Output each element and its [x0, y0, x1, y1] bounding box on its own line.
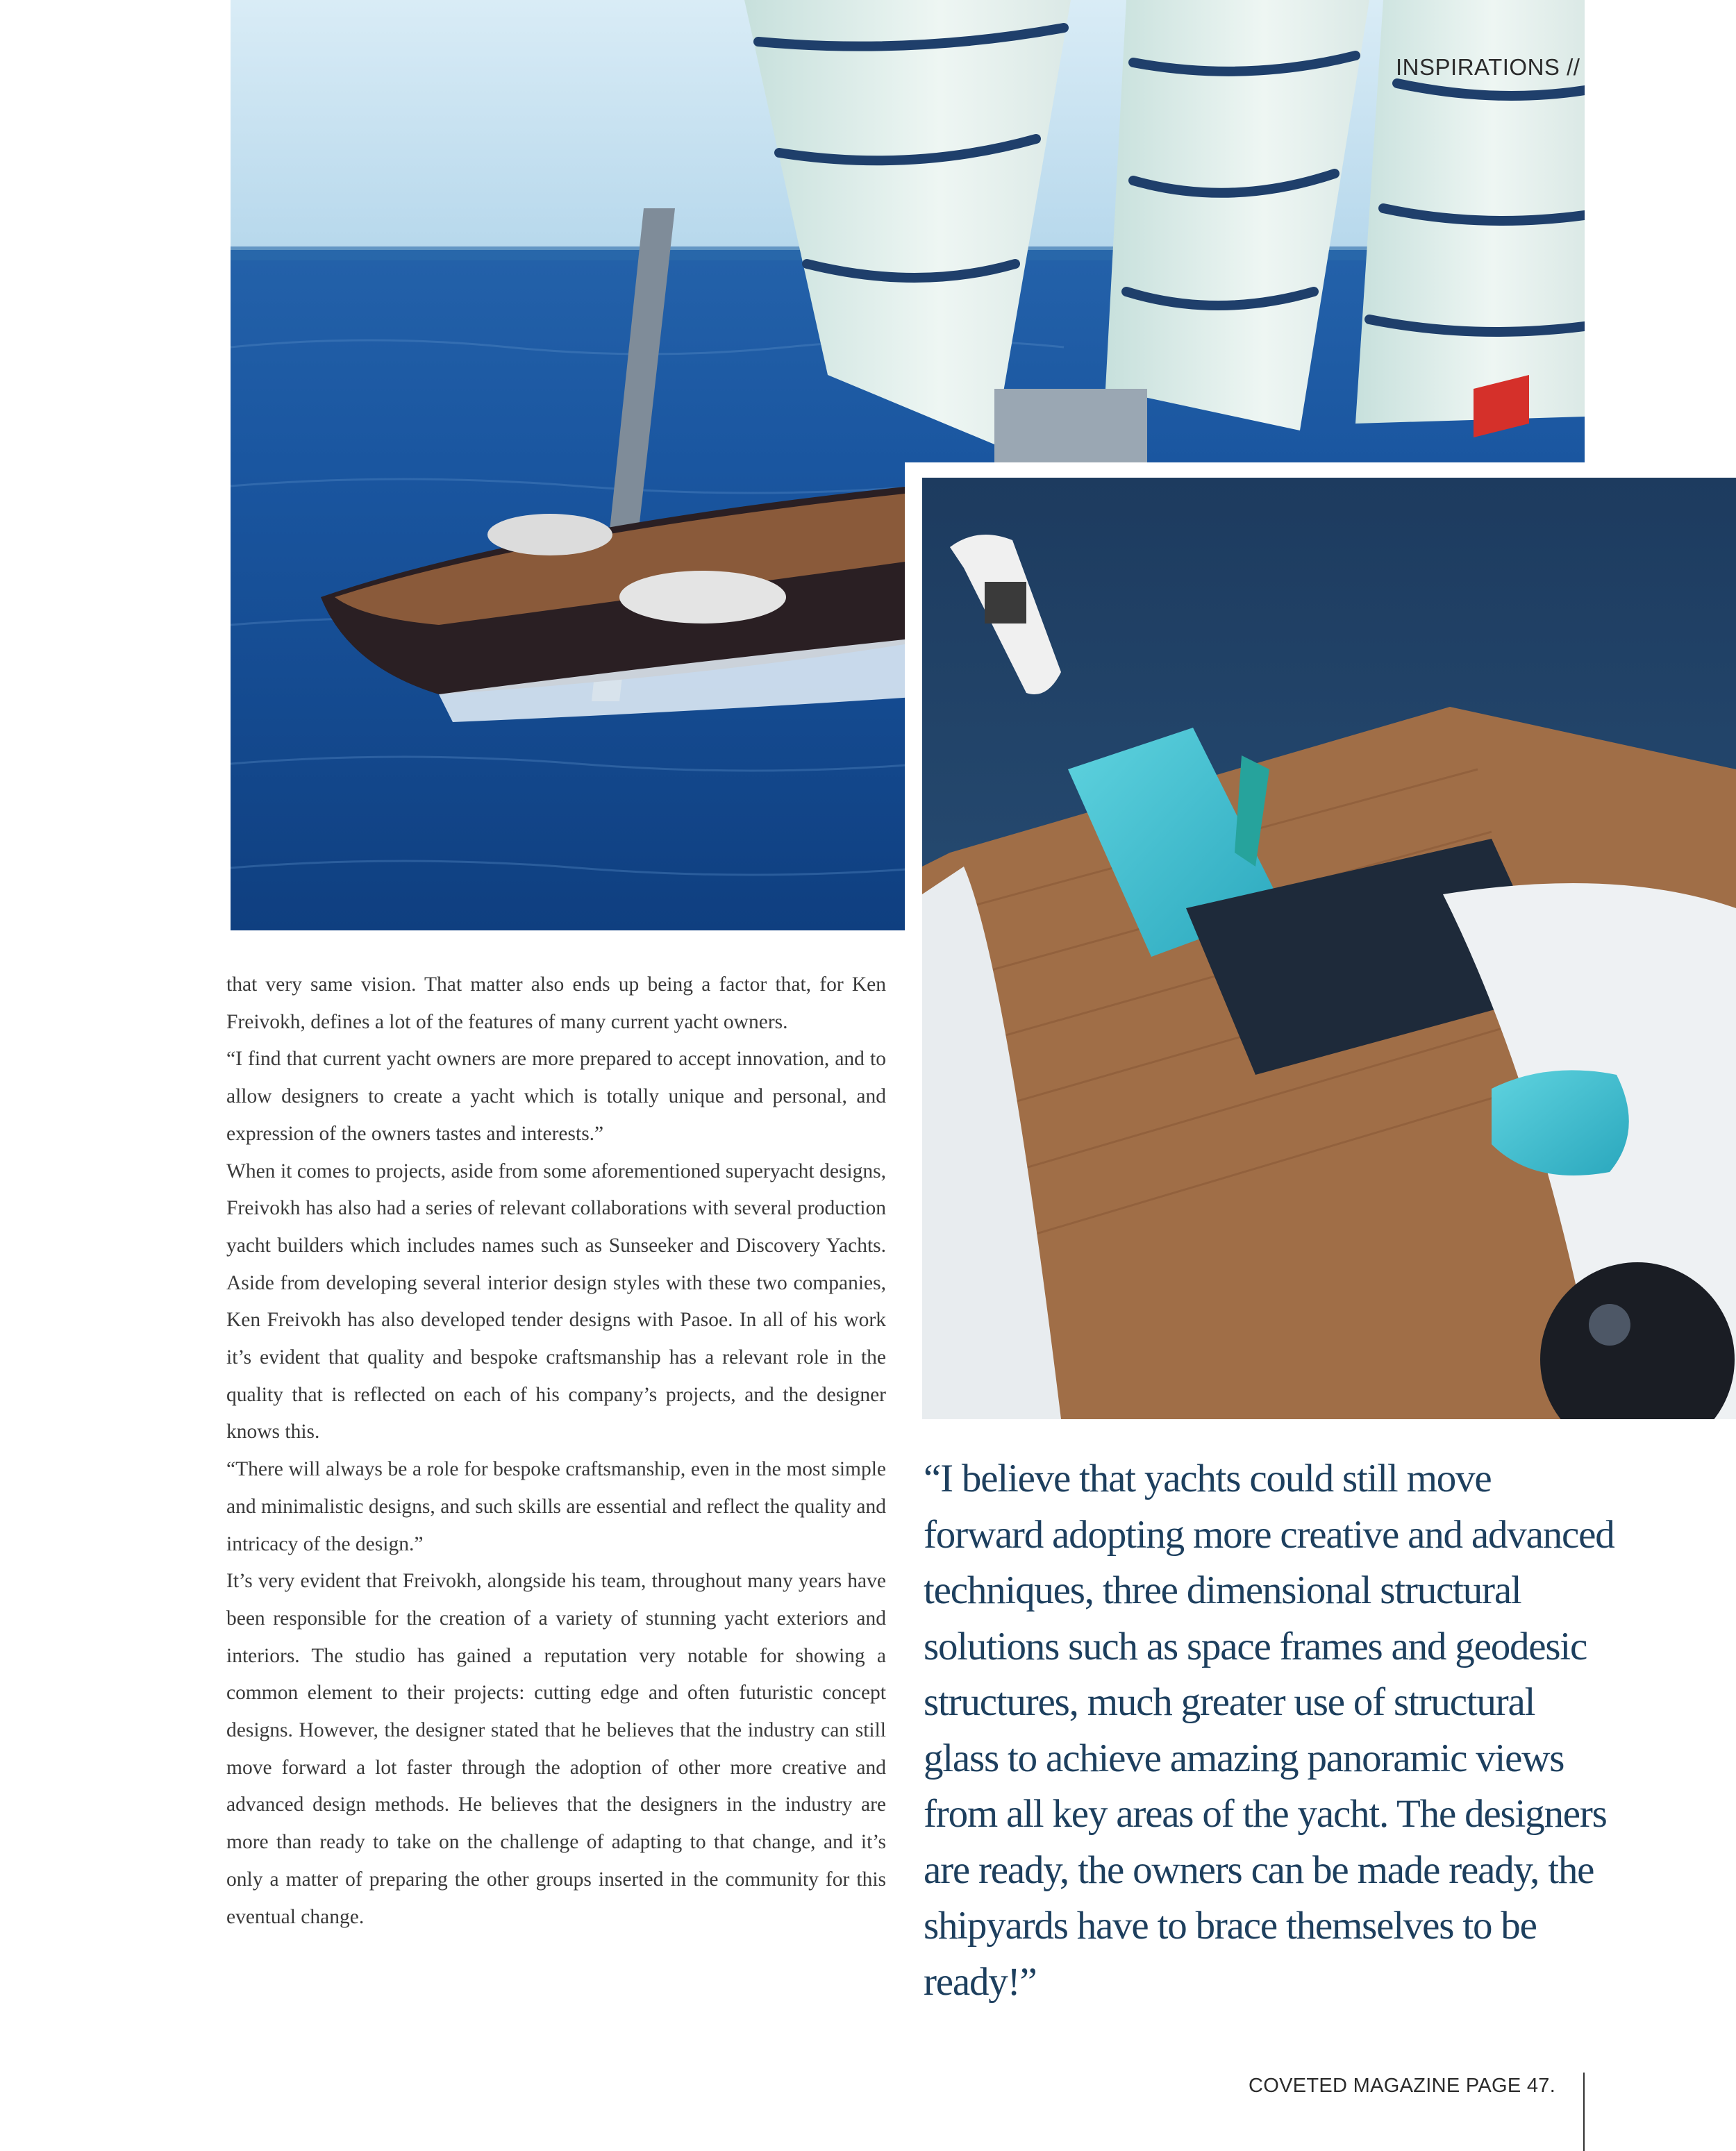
yacht-deck-illustration	[922, 478, 1736, 1419]
article-paragraph: that very same vision. That matter also ends up being a factor that, for Ken Freivokh, defines a lot of the features of many current yacht owners.	[226, 973, 886, 1033]
pull-quote: “I believe that yachts could still move forward adopting more creative and advanced techniques, three dimensional structural solutions such as space frames and geodesic structures, much greater use of structural glass to achieve amazing panoramic views from all key areas of the yacht. The designers are ready, the owners can be made ready, the shipyards have to brace themselves to be ready!”	[924, 1457, 1614, 2004]
article-body	[226, 966, 886, 1936]
article-paragraph: When it comes to projects, aside from some aforementioned superyacht designs, Freivokh has also had a series of relevant collaborations with several production yacht builders which includes names such as Sunseeker and Discovery Yachts. Aside from developing several interior design styles with these two companies, Ken Freivokh has also developed tender designs with Pasoe. In all of his work it’s evident that quality and bespoke craftsmanship has a relevant role in the quality that is reflected on each of his company’s projects, and the designer knows this.	[226, 1160, 886, 1443]
section-label: INSPIRATIONS //	[1396, 54, 1580, 80]
article-paragraph: “I find that current yacht owners are more prepared to accept innovation, and to allow designers to create a yacht which is totally unique and personal, and expression of the owners tastes and interests.”	[226, 1048, 886, 1145]
article-paragraph: “There will always be a role for bespoke craftsmanship, even in the most simple and minimalistic designs, and such skills are essential and reflect the quality and intricacy of the design.”	[226, 1458, 886, 1555]
article-paragraph: It’s very evident that Freivokh, alongside his team, throughout many years have been responsible for the creation of a variety of stunning yacht exteriors and interiors. The studio has gained a reputation very notable for showing a common element to their projects: cutting edge and often futuristic concept designs. However, the designer stated that he believes that the industry can still move forward a lot faster through the adoption of other more creative and advanced design methods. He believes that the designers in the industry are more than ready to take on the challenge of adapting to that change, and it’s only a matter of preparing the other groups inserted in the community for this eventual change.	[226, 1570, 886, 1928]
page-number-label: COVETED MAGAZINE PAGE 47.	[1249, 2075, 1556, 2097]
footer-divider	[1583, 2073, 1585, 2151]
yacht-deck-pool-aerial-photo	[922, 478, 1736, 1419]
